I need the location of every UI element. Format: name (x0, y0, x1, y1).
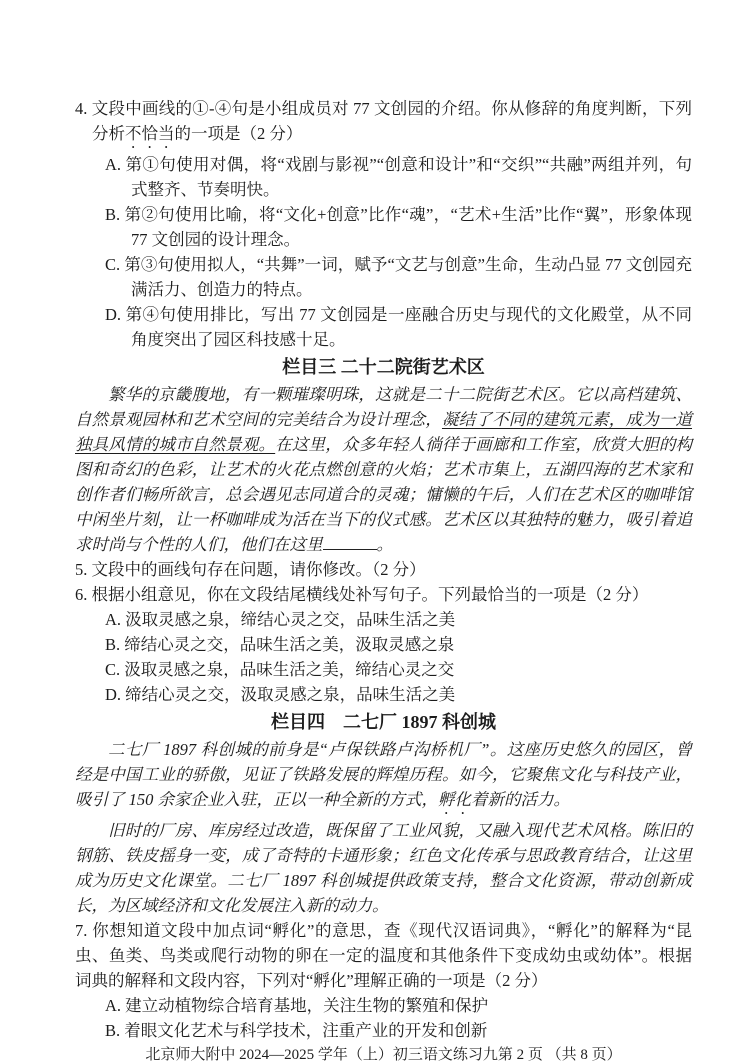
section-3-paragraph-pre: 繁华的京畿腹地，有一颗璀璨明珠，这就是二十二院街艺术区。它以高档建筑、自然景观园林和艺术空间的完美结合为设计理念， (75, 385, 692, 429)
question-4-stem-pre: 4. 文段中画线的①-④句是小组成员对 77 文创园的介绍。你从修辞的角度判断，下列分析 (75, 99, 692, 143)
question-4-option-a: A. 第①句使用对偶，将“戏剧与影视”“创意和设计”和“交织”“共融”两组并列，句式整齐、节奏明快。 (105, 155, 692, 199)
question-4-option-d: D. 第④句使用排比，写出 77 文创园是一座融合历史与现代的文化殿堂，从不同角度突出了园区科技感十足。 (105, 305, 692, 349)
answer-blank-line (323, 546, 377, 550)
question-7-options (75, 993, 692, 1043)
question-6-option-d: D. 缔结心灵之交，汲取灵感之泉，品味生活之美 (105, 685, 456, 704)
section-4-paragraph-1 (75, 737, 692, 818)
question-4-option-b: B. 第②句使用比喻，将“文化+创意”比作“魂”，“艺术+生活”比作“翼”，形象体现 77 文创园的设计理念。 (105, 205, 692, 249)
question-6-options (75, 607, 692, 707)
question-4-options (75, 152, 692, 352)
section-3-paragraph-post: 在这里，众多年轻人徜徉于画廊和工作室，欣赏大胆的构图和奇幻的色彩，让艺术的火花点燃创意的火焰；艺术市集上，五湖四海的艺术家和创作者们畅所欲言，总会遇见志同道合的灵魂；慵懒的午后，人们在艺术区的咖啡馆中闲坐片刻，让一杯咖啡成为活在当下的仪式感。艺术区以其独特的魅力，吸引着追求时尚与个性的人们，他们在这里 (75, 435, 693, 554)
question-7-option-a: A. 建立动植物综合培育基地，关注生物的繁殖和保护 (105, 996, 489, 1015)
section-4-paragraph-2: 旧时的厂房、库房经过改造，既保留了工业风貌，又融入现代艺术风格。陈旧的钢筋、铁皮摇身一变，成了奇特的卡通形象；红色文化传承与思政教育结合，让这里成为历史文化课堂。二七厂 1897 科创城提供政策支持，整合文化资源，带动创新成长，为区域经济和文化发展注入新的动力。 (75, 821, 692, 915)
question-6-option-c: C. 汲取灵感之泉，品味生活之美，缔结心灵之交 (105, 660, 455, 679)
section-3-underlined-sentence: 凝结了不同的建筑元素，成为一道独具风情的城市自然景观。 (75, 410, 693, 454)
page-footer: 北京师大附中 2024—2025 学年（上）初三语文练习九第 2 页 （共 8 页） (145, 1047, 622, 1062)
question-5-stem: 5. 文段中的画线句存在问题，请你修改。（2 分） (75, 560, 426, 579)
question-6-stem: 6. 根据小组意见，你在文段结尾横线处补写句子。下列最恰当的一项是（2 分） (75, 585, 649, 604)
section-4-emphasized-word: 孵化 (438, 790, 471, 809)
section-4-paragraph-1-pre: 二七厂 1897 科创城的前身是“卢保铁路卢沟桥机厂”。这座历史悠久的园区，曾经是中国工业的骄傲，见证了铁路发展的辉煌历程。如今，它聚焦文化与科技产业，吸引了 150 余家企业入驻，正以一种全新的方式， (75, 740, 692, 809)
question-4-stem-emphasized: 不恰当 (125, 124, 175, 143)
question-6-option-b: B. 缔结心灵之交，品味生活之美，汲取灵感之泉 (105, 635, 455, 654)
section-3-paragraph-end: 。 (376, 535, 393, 554)
section-3-heading: 栏目三 二十二院街艺术区 (282, 357, 485, 377)
question-4-stem-post: 的一项是（2 分） (174, 124, 303, 143)
question-7-option-b: B. 着眼文化艺术与科学技术，注重产业的开发和创新 (105, 1021, 488, 1040)
section-3-paragraph (75, 382, 692, 557)
section-4-heading: 栏目四 二七厂 1897 科创城 (271, 712, 496, 732)
question-7-stem: 7. 你想知道文段中加点词“孵化”的意思，查《现代汉语词典》，“孵化”的解释为“昆虫、鱼类、鸟类或爬行动物的卵在一定的温度和其他条件下变成幼虫或幼体”。根据词典的解释和文段内容，下列对“孵化”理解正确的一项是（2 分） (75, 921, 692, 990)
question-4-option-c: C. 第③句使用拟人，“共舞”一词，赋予“文艺与创意”生命，生动凸显 77 文创园充满活力、创造力的特点。 (105, 255, 692, 299)
question-6-option-a: A. 汲取灵感之泉，缔结心灵之交，品味生活之美 (105, 610, 456, 629)
question-4-stem (75, 96, 692, 152)
section-4-paragraph-1-post: 着新的活力。 (471, 790, 570, 809)
